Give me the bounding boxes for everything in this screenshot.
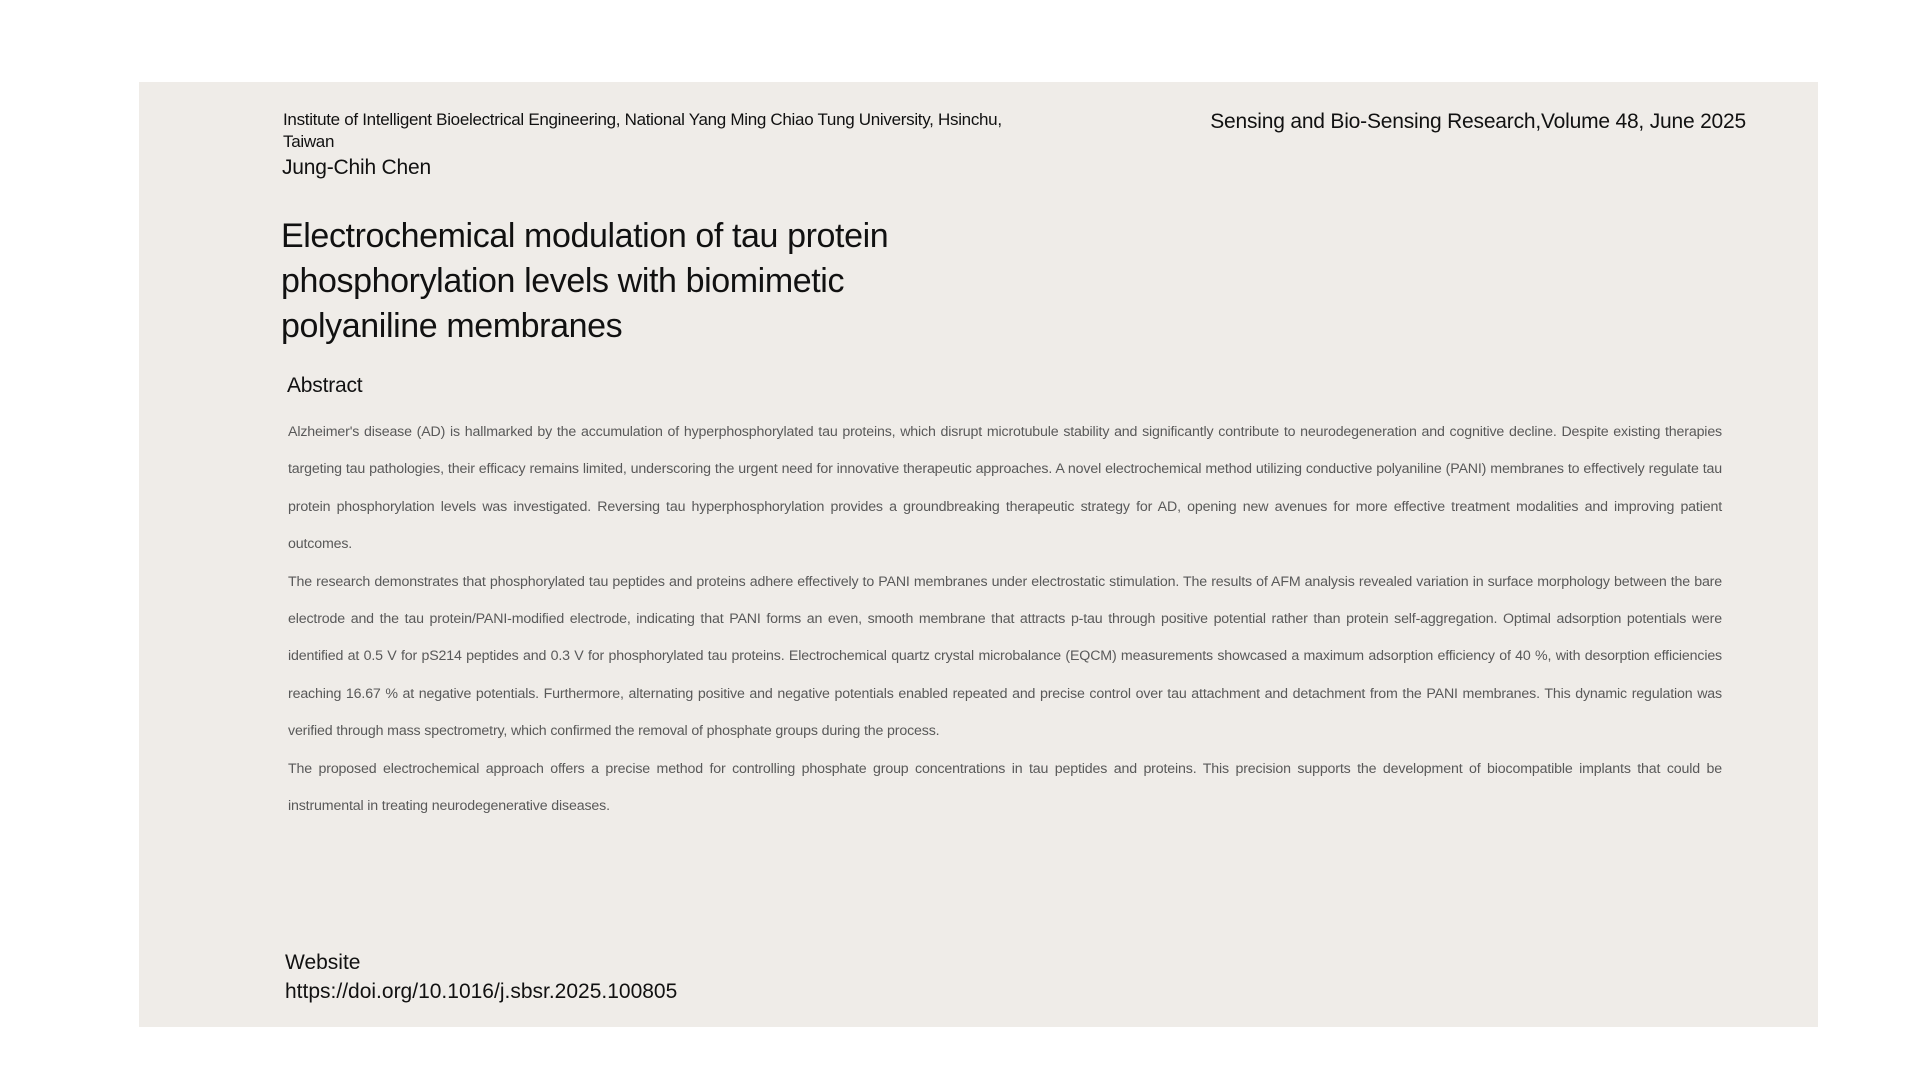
abstract-paragraph: The research demonstrates that phosphorylated tau peptides and proteins adhere effectively to PANI membranes under electrostatic stimulation. The results of AFM analysis revealed variation in surface morphology between the bare electrode and the tau protein/PANI-modified electrode, indicating that PANI forms an even, smooth membrane that attracts p-tau through positive potential rather than protein self-aggregation. Optimal adsorption potentials were identified at 0.5 V for pS214 peptides and 0.3 V for phosphorylated tau proteins. Electrochemical quartz crystal microbalance (EQCM) measurements showcased a maximum adsorption efficiency of 40 %, with desorption efficiencies reaching 16.67 % at negative potentials. Furthermore, alternating positive and negative potentials enabled repeated and precise control over tau attachment and detachment from the PANI membranes. This dynamic regulation was verified through mass spectrometry, which confirmed the removal of phosphate groups during the process. <box>288 573 1722 740</box>
abstract-heading: Abstract <box>287 374 363 397</box>
journal-citation: Sensing and Bio-Sensing Research,Volume 48, June 2025 <box>1210 110 1746 133</box>
website-label: Website <box>285 951 361 974</box>
author-name: Jung-Chih Chen <box>282 156 431 179</box>
abstract-paragraph: Alzheimer's disease (AD) is hallmarked by the accumulation of hyperphosphorylated tau proteins, which disrupt microtubule stability and significantly contribute to neurodegeneration and cognitive decline. Despite existing therapies targeting tau pathologies, their efficacy remains limited, underscoring the urgent need for innovative therapeutic approaches. A novel electrochemical method utilizing conductive polyaniline (PANI) membranes to effectively regulate tau protein phosphorylation levels was investigated. Reversing tau hyperphosphorylation provides a groundbreaking therapeutic strategy for AD, opening new avenues for more effective treatment modalities and improving patient outcomes. <box>288 424 1722 553</box>
abstract-paragraph: The proposed electrochemical approach offers a precise method for controlling phosphate group concentrations in tau peptides and proteins. This precision supports the development of biocompatible implants that could be instrumental in treating neurodegenerative diseases. <box>288 760 1722 815</box>
author-affiliation: Institute of Intelligent Bioelectrical Engineering, National Yang Ming Chiao Tung University, Hsinchu, Taiwan <box>283 110 1002 151</box>
doi-link[interactable]: https://doi.org/10.1016/j.sbsr.2025.100805 <box>285 980 678 1003</box>
paper-title: Electrochemical modulation of tau protein phosphorylation levels with biomimetic polyaniline membranes <box>281 217 889 345</box>
abstract-body <box>288 414 1722 825</box>
